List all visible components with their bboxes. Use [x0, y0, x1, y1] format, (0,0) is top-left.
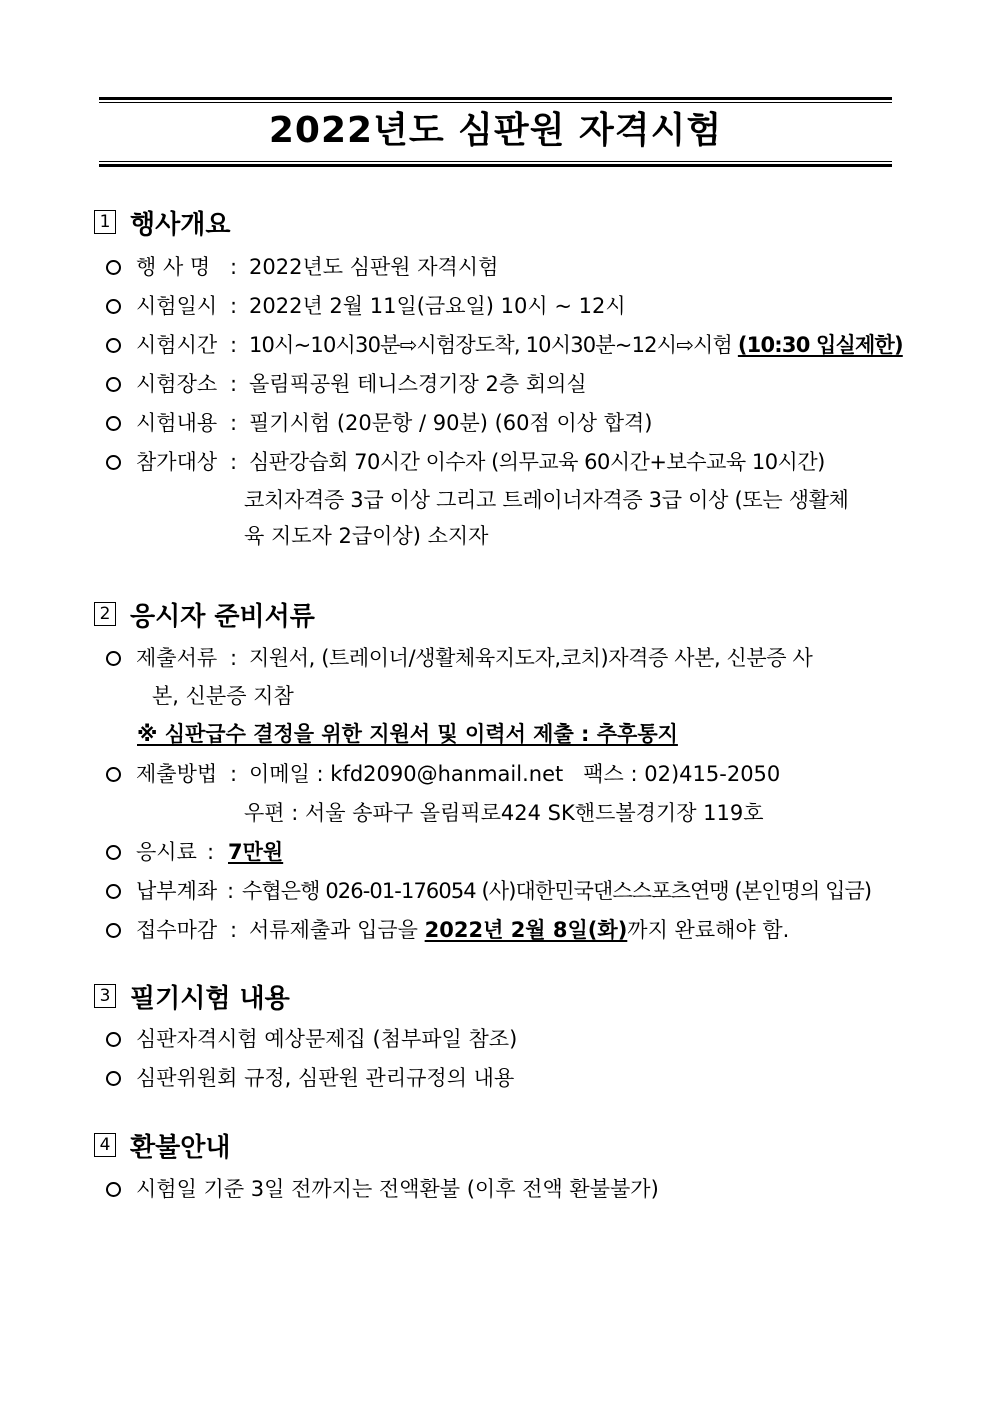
- item-value: 지원서, (트레이너/생활체육지도자,코치)자격증 사본, 신분증 사: [249, 646, 813, 670]
- item-separator: :: [207, 840, 215, 864]
- postal-address: 우편 : 서울 송파구 올림픽로424 SK핸드볼경기장 119호: [244, 801, 764, 825]
- item-value: 심판위원회 규정, 심판원 관리규정의 내용: [136, 1066, 515, 1090]
- bullet-circle-icon: [106, 299, 121, 314]
- item-value: 2022년 2월 11일(금요일) 10시 ~ 12시: [249, 294, 626, 318]
- item-label: 행 사 명: [136, 255, 211, 279]
- item-value: 수협은행 026-01-176054 (사)대한민국댄스스포츠연맹 (본인명의 입금): [242, 879, 872, 903]
- item-separator: :: [227, 879, 235, 903]
- item-separator: :: [230, 450, 238, 474]
- item-separator: :: [230, 333, 238, 357]
- bullet-circle-icon: [106, 845, 121, 860]
- section-number-box: 4: [94, 1133, 116, 1157]
- item-value: 이메일 : kfd2090@hanmail.net 팩스 : 02)415-2050: [249, 762, 781, 786]
- bullet-circle-icon: [106, 377, 121, 392]
- title-rule-bottom-thin: [99, 161, 892, 162]
- section-2-heading: [94, 597, 315, 631]
- title-rule-top-thin: [99, 102, 892, 103]
- item-separator: :: [230, 918, 238, 942]
- bullet-circle-icon: [106, 1071, 121, 1086]
- bullet-circle-icon: [106, 338, 121, 353]
- bullet-circle-icon: [106, 260, 121, 275]
- title-block: [99, 97, 892, 167]
- section-title: 필기시험 내용: [130, 983, 290, 1014]
- page-title: 2022년도 심판원 자격시험: [268, 110, 723, 151]
- item-value: 10시~10시30분⇨시험장도착, 10시30분~12시⇨시험 (10:30 입실제한): [249, 333, 903, 357]
- item-value: 심판자격시험 예상문제집 (첨부파일 참조): [136, 1027, 518, 1051]
- deadline-date: 2022년 2월 8일(화): [424, 918, 628, 942]
- item-value: 필기시험 (20문항 / 90분) (60점 이상 합격): [249, 411, 653, 435]
- item-label: 시험일시: [136, 294, 218, 318]
- section-3-heading: [94, 979, 290, 1013]
- eligibility-continuation-2: 육 지도자 2급이상) 소지자: [244, 524, 489, 548]
- entry-restriction-note: (10:30 입실제한): [737, 333, 903, 357]
- title-rule-top-thick: [99, 97, 892, 100]
- bullet-circle-icon: [106, 767, 121, 782]
- section-title: 행사개요: [130, 209, 231, 240]
- item-separator: :: [230, 646, 238, 670]
- title-rule-bottom-thick: [99, 164, 892, 167]
- section-number-box: 2: [94, 602, 116, 626]
- item-label: 참가대상: [136, 450, 218, 474]
- item-separator: :: [230, 372, 238, 396]
- fee-amount: 7만원: [228, 840, 284, 864]
- documents-continuation: 본, 신분증 지참: [152, 684, 294, 708]
- bullet-circle-icon: [106, 923, 121, 938]
- bullet-circle-icon: [106, 416, 121, 431]
- section-1-heading: [94, 205, 230, 239]
- section-number-box: 1: [94, 210, 116, 234]
- item-label: 납부계좌: [136, 879, 218, 903]
- item-separator: :: [230, 255, 238, 279]
- item-value: 올림픽공원 테니스경기장 2층 회의실: [249, 372, 587, 396]
- item-value: 서류제출과 입금을 2022년 2월 8일(화)까지 완료해야 함.: [249, 918, 790, 942]
- item-label: 시험내용: [136, 411, 218, 435]
- item-label: 시험시간: [136, 333, 218, 357]
- item-value: 심판강습회 70시간 이수자 (의무교육 60시간+보수교육 10시간): [249, 450, 825, 474]
- item-label: 응시료: [136, 840, 197, 864]
- item-separator: :: [230, 762, 238, 786]
- eligibility-continuation-1: 코치자격증 3급 이상 그리고 트레이너자격증 3급 이상 (또는 생활체: [244, 488, 849, 512]
- section-number-box: 3: [94, 984, 116, 1008]
- bullet-circle-icon: [106, 651, 121, 666]
- bullet-circle-icon: [106, 884, 121, 899]
- bullet-circle-icon: [106, 1182, 121, 1197]
- section-4-heading: [94, 1128, 230, 1162]
- item-label: 제출방법: [136, 762, 218, 786]
- item-value: 시험일 기준 3일 전까지는 전액환불 (이후 전액 환불불가): [136, 1177, 659, 1201]
- bullet-circle-icon: [106, 1032, 121, 1047]
- grade-note: ※ 심판급수 결정을 위한 지원서 및 이력서 제출 : 추후통지: [137, 722, 678, 746]
- item-label: 제출서류: [136, 646, 218, 670]
- item-value: 2022년도 심판원 자격시험: [249, 255, 499, 279]
- item-label: 시험장소: [136, 372, 218, 396]
- item-separator: :: [230, 411, 238, 435]
- bullet-circle-icon: [106, 455, 121, 470]
- section-title: 환불안내: [130, 1132, 231, 1163]
- item-label: 접수마감: [136, 918, 218, 942]
- item-separator: :: [230, 294, 238, 318]
- section-title: 응시자 준비서류: [130, 601, 315, 632]
